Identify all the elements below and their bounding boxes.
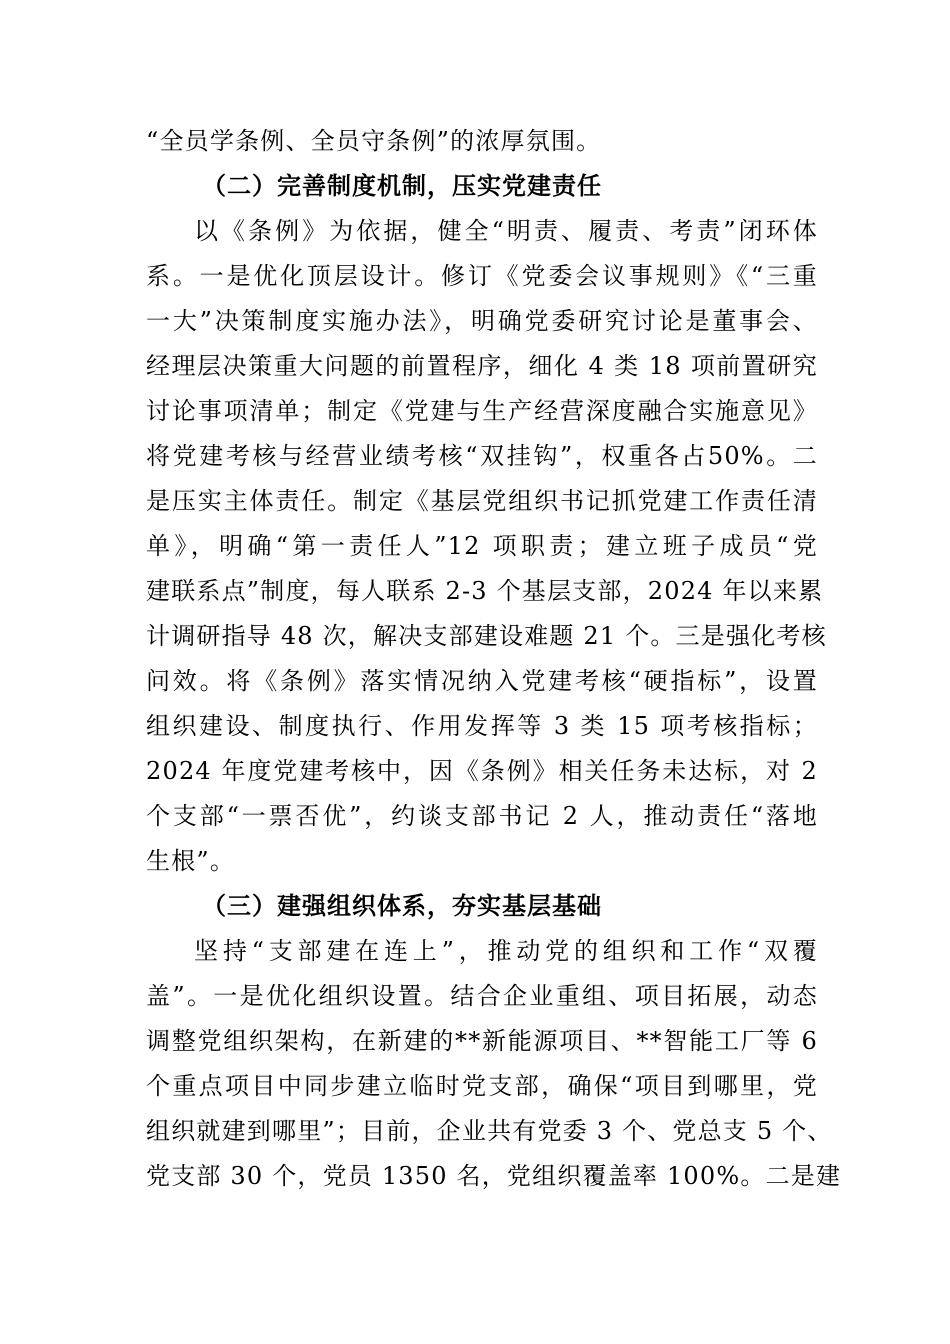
- paragraph-line: 是压实主体责任。制定《基层党组织书记抓党建工作责任清: [146, 487, 818, 515]
- paragraph-line: 调整党组织架构，在新建的**新能源项目、**智能工厂等 6: [146, 1027, 818, 1055]
- paragraph-line: 坚持“支部建在连上”，推动党的组织和工作“双覆: [194, 937, 818, 965]
- paragraph-line: 盖”。一是优化组织设置。结合企业重组、项目拓展，动态: [146, 982, 818, 1010]
- paragraph-line: 将党建考核与经营业绩考核“双挂钩”，权重各占50%。二: [146, 442, 818, 470]
- paragraph-line: “全员学条例、全员守条例”的浓厚氛围。: [146, 127, 602, 155]
- paragraph-line: 组织就建到哪里”；目前，企业共有党委 3 个、党总支 5 个、: [146, 1117, 833, 1145]
- paragraph-line: 建联系点”制度，每人联系 2-3 个基层支部，2024 年以来累: [146, 577, 824, 605]
- paragraph-line: 一大”决策制度实施办法》，明确党委研究讨论是董事会、: [146, 307, 818, 335]
- paragraph-line: 个支部“一票否优”，约谈支部书记 2 人，推动责任“落地: [146, 802, 818, 830]
- paragraph-line: 生根”。: [146, 847, 236, 875]
- paragraph-line: 党支部 30 个，党员 1350 名，党组织覆盖率 100%。二是建: [146, 1162, 842, 1190]
- section-heading: （二）完善制度机制，压实党建责任: [202, 172, 602, 200]
- paragraph-line: 个重点项目中同步建立临时党支部，确保“项目到哪里，党: [146, 1072, 818, 1100]
- section-heading: （三）建强组织体系，夯实基层基础: [202, 892, 602, 920]
- paragraph-line: 以《条例》为依据，健全“明责、履责、考责”闭环体: [194, 217, 818, 245]
- paragraph-line: 系。一是优化顶层设计。修订《党委会议事规则》《“三重: [146, 262, 818, 290]
- paragraph-line: 2024 年度党建考核中，因《条例》相关任务未达标，对 2: [146, 757, 818, 785]
- paragraph-line: 经理层决策重大问题的前置程序，细化 4 类 18 项前置研究: [146, 352, 818, 380]
- paragraph-line: 组织建设、制度执行、作用发挥等 3 类 15 项考核指标；: [146, 712, 818, 740]
- paragraph-line: 计调研指导 48 次，解决支部建设难题 21 个。三是强化考核: [146, 622, 827, 650]
- paragraph-line: 单》，明确“第一责任人”12 项职责；建立班子成员“党: [146, 532, 818, 560]
- paragraph-line: 问效。将《条例》落实情况纳入党建考核“硬指标”，设置: [146, 667, 818, 695]
- paragraph-line: 讨论事项清单；制定《党建与生产经营深度融合实施意见》: [146, 397, 818, 425]
